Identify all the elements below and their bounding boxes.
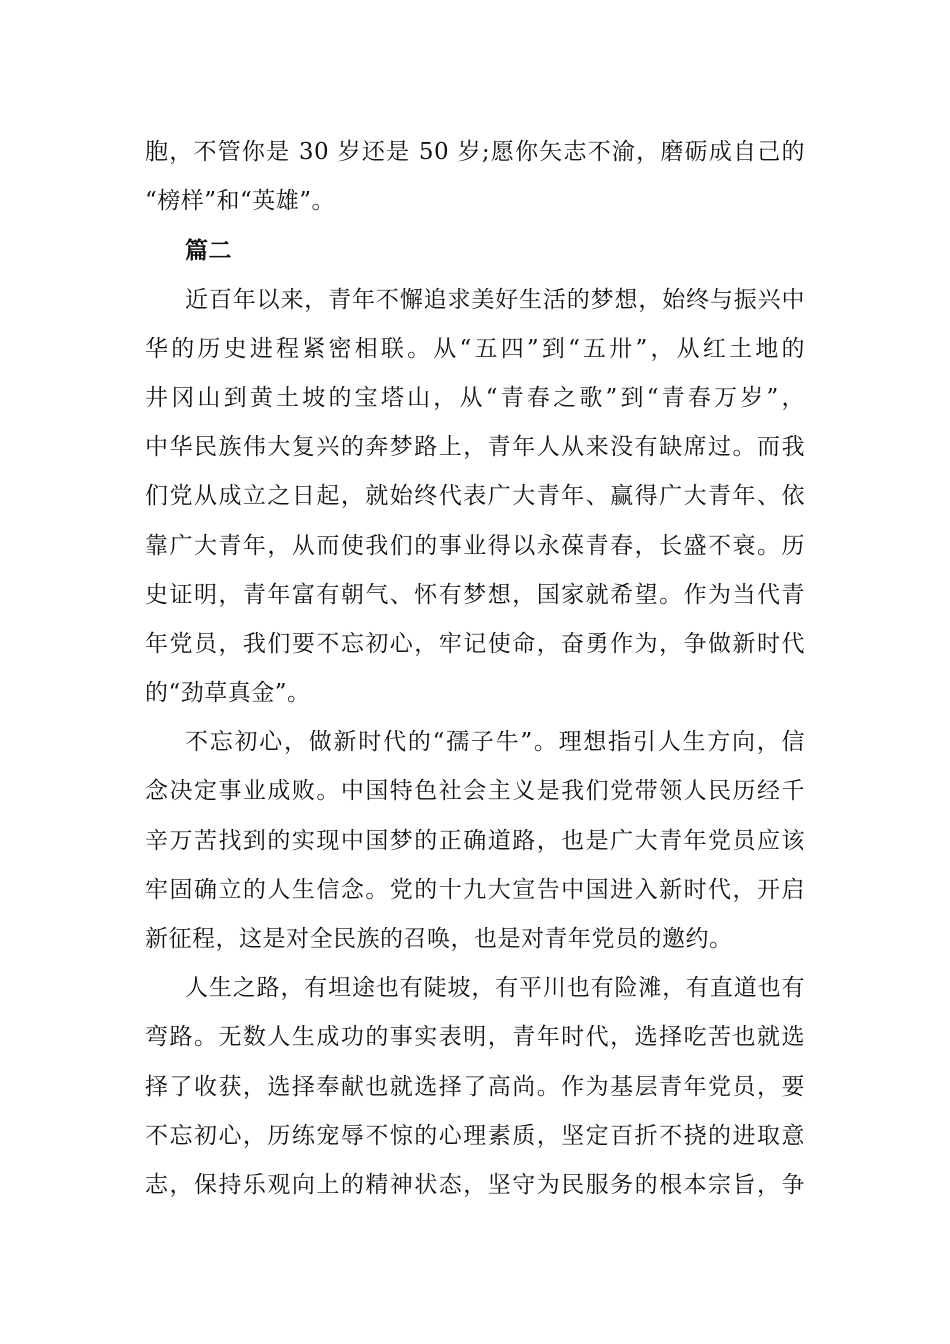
text-line: 辛万苦找到的实现中国梦的正确道路，也是广大青年党员应该	[145, 827, 805, 854]
text-line: 近百年以来，青年不懈追求美好生活的梦想，始终与振兴中	[185, 286, 805, 313]
text-line: 牢固确立的人生信念。党的十九大宣告中国进入新时代，开启	[145, 876, 805, 903]
text-line: 胞，不管你是 30 岁还是 50 岁;愿你矢志不渝，磨砺成自己的	[145, 139, 805, 165]
text-line: 靠广大青年，从而使我们的事业得以永葆青春，长盛不衰。历	[145, 532, 805, 559]
text-line: 弯路。无数人生成功的事实表明，青年时代，选择吃苦也就选	[145, 1024, 805, 1051]
text-line: 的“劲草真金”。	[145, 680, 311, 707]
text-line: 不忘初心，做新时代的“孺子牛”。理想指引人生方向，信	[185, 729, 805, 756]
text-line: 志，保持乐观向上的精神状态，坚守为民服务的根本宗旨，争	[145, 1171, 805, 1198]
document-body	[145, 128, 805, 1210]
text-line: 念决定事业成败。中国特色社会主义是我们党带领人民历经千	[145, 778, 805, 805]
text-line: 华的历史进程紧密相联。从“五四”到“五卅”，从红土地的	[145, 335, 805, 362]
text-line: “榜样”和“英雄”。	[145, 188, 336, 215]
text-line: 不忘初心，历练宠辱不惊的心理素质，坚定百折不挠的进取意	[145, 1122, 805, 1149]
text-line: 年党员，我们要不忘初心，牢记使命，奋勇作为，争做新时代	[145, 630, 805, 657]
text-line: 井冈山到黄土坡的宝塔山，从“青春之歌”到“青春万岁”，	[145, 384, 805, 411]
text-line: 人生之路，有坦途也有陡坡，有平川也有险滩，有直道也有	[185, 975, 805, 1002]
section-heading: 篇二	[185, 237, 232, 265]
text-line: 们党从成立之日起，就始终代表广大青年、赢得广大青年、依	[145, 483, 805, 510]
text-line: 择了收获，选择奉献也就选择了高尚。作为基层青年党员，要	[145, 1073, 805, 1100]
text-line: 中华民族伟大复兴的奔梦路上，青年人从来没有缺席过。而我	[145, 434, 805, 461]
text-line: 新征程，这是对全民族的召唤，也是对青年党员的邀约。	[145, 926, 733, 952]
text-line: 史证明，青年富有朝气、怀有梦想，国家就希望。作为当代青	[145, 581, 805, 608]
